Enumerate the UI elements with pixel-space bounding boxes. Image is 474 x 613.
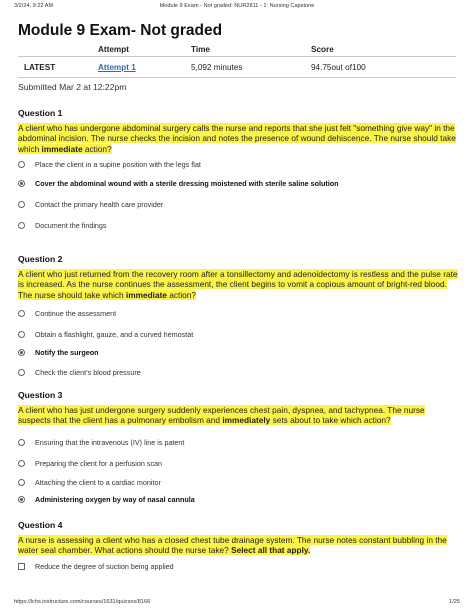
answer-option[interactable] <box>18 309 116 318</box>
radio-icon[interactable] <box>18 201 25 208</box>
question-title: Question 3 <box>18 390 63 400</box>
option-label: Administering oxygen by way of nasal cannula <box>35 495 195 504</box>
question-text <box>18 535 458 556</box>
option-label: Document the findings <box>35 221 107 230</box>
score-cell: 94.75out of100 <box>311 57 456 78</box>
print-footer <box>14 599 460 609</box>
option-label: Attaching the client to a cardiac monitor <box>35 478 161 487</box>
question-text <box>18 269 458 300</box>
print-page-title: Module 9 Exam - Not graded: NUR2811 - 1: Nursing Capstone <box>159 3 315 9</box>
question-text-b: sets about to take which action? <box>270 415 391 426</box>
option-label: Contact the primary health care provider <box>35 200 164 209</box>
attempt-link[interactable]: Attempt 1 <box>98 62 136 72</box>
option-label: Reduce the degree of suction being applied <box>35 562 174 571</box>
question-text-bold: immediately <box>222 415 271 426</box>
option-label: Notify the surgeon <box>35 348 99 357</box>
print-page-number: 1/25 <box>449 599 460 605</box>
question-text <box>18 405 458 426</box>
option-label: Check the client’s blood pressure <box>35 368 141 377</box>
exam-title: Module 9 Exam- Not graded <box>18 22 223 39</box>
attempts-header-row <box>18 43 456 57</box>
radio-selected-icon[interactable] <box>18 180 25 187</box>
header-attempt: Attempt <box>98 45 129 54</box>
attempts-table <box>18 43 456 78</box>
option-label: Cover the abdominal wound with a sterile dressing moistened with sterile saline solution <box>35 179 339 188</box>
print-datetime: 3/2/24, 9:22 AM <box>14 3 54 9</box>
answer-option-selected[interactable] <box>18 495 195 504</box>
question-1 <box>18 108 458 238</box>
question-text-bold: immediate <box>125 289 167 300</box>
question-text-b: action? <box>82 143 112 154</box>
option-label: Ensuring that the intravenous (IV) line is patent <box>35 438 185 447</box>
radio-icon[interactable] <box>18 161 25 168</box>
question-title: Question 2 <box>18 254 63 264</box>
radio-icon[interactable] <box>18 222 25 229</box>
answer-option[interactable] <box>18 160 201 169</box>
header-empty <box>18 43 98 57</box>
answer-option[interactable] <box>18 200 163 209</box>
question-text-bold: Select all that apply. <box>231 545 311 556</box>
answer-option[interactable] <box>18 438 184 447</box>
radio-icon[interactable] <box>18 479 25 486</box>
answer-option-selected[interactable] <box>18 179 339 188</box>
question-text-a: A client who has just undergone surgery suddenly experiences chest pain, dyspnea, and tachypnea. The nurse suspects that the client has a pulmonary embolism and <box>18 405 425 426</box>
question-title: Question 4 <box>18 520 63 530</box>
radio-icon[interactable] <box>18 331 25 338</box>
radio-icon[interactable] <box>18 460 25 467</box>
checkbox-icon[interactable] <box>18 563 25 570</box>
radio-icon[interactable] <box>18 369 25 376</box>
question-text-b: action? <box>166 289 197 300</box>
print-header <box>14 3 460 13</box>
question-title: Question 1 <box>18 108 63 118</box>
answer-option[interactable] <box>18 368 141 377</box>
question-text-bold: immediate <box>41 143 83 154</box>
answer-option[interactable] <box>18 221 107 230</box>
print-url: https://lchs.instructure.com/courses/1631/quizzes/8166 <box>14 599 151 605</box>
question-text <box>18 123 458 154</box>
radio-selected-icon[interactable] <box>18 349 25 356</box>
header-time: Time <box>191 45 210 54</box>
table-row <box>18 57 456 78</box>
option-label: Continue the assessment <box>35 309 117 318</box>
option-label: Preparing the client for a perfusion scan <box>35 459 163 468</box>
question-text-a: A nurse is assessing a client who has a closed chest tube drainage system. The nurse notes constant bubbling in the water seal chamber. What actions should the nurse take? <box>18 535 447 556</box>
submitted-timestamp: Submitted Mar 2 at 12:22pm <box>18 82 127 92</box>
option-label: Obtain a flashlight, gauze, and a curved hemostat <box>35 330 194 339</box>
option-label: Place the client in a supine position with the legs flat <box>35 160 201 169</box>
question-text-a: A client who has undergone abdominal surgery calls the nurse and reports that she just felt "something give way" in the abdominal incision. The nurse checks the incision and notes the presence of wound dehiscence. The nurse should take which <box>18 123 456 154</box>
question-text-a: A client who just returned from the recovery room after a tonsillectomy and adenoidectomy is restless and the pulse rate is increased. As the nurse continues the assessment, the client begins to vomit a copious amount of bright-red blood. The nurse should take which <box>18 269 458 300</box>
answer-option[interactable] <box>18 478 161 487</box>
answer-option[interactable] <box>18 459 162 468</box>
header-score: Score <box>311 45 334 54</box>
radio-selected-icon[interactable] <box>18 496 25 503</box>
answer-option-selected[interactable] <box>18 348 99 357</box>
latest-label: LATEST <box>18 57 98 78</box>
question-3 <box>18 390 458 510</box>
radio-icon[interactable] <box>18 439 25 446</box>
answer-option[interactable] <box>18 562 174 571</box>
radio-icon[interactable] <box>18 310 25 317</box>
time-cell: 5,092 minutes <box>191 57 311 78</box>
question-2 <box>18 254 458 379</box>
question-4 <box>18 520 458 580</box>
attempt-cell <box>98 57 191 78</box>
answer-option[interactable] <box>18 330 193 339</box>
